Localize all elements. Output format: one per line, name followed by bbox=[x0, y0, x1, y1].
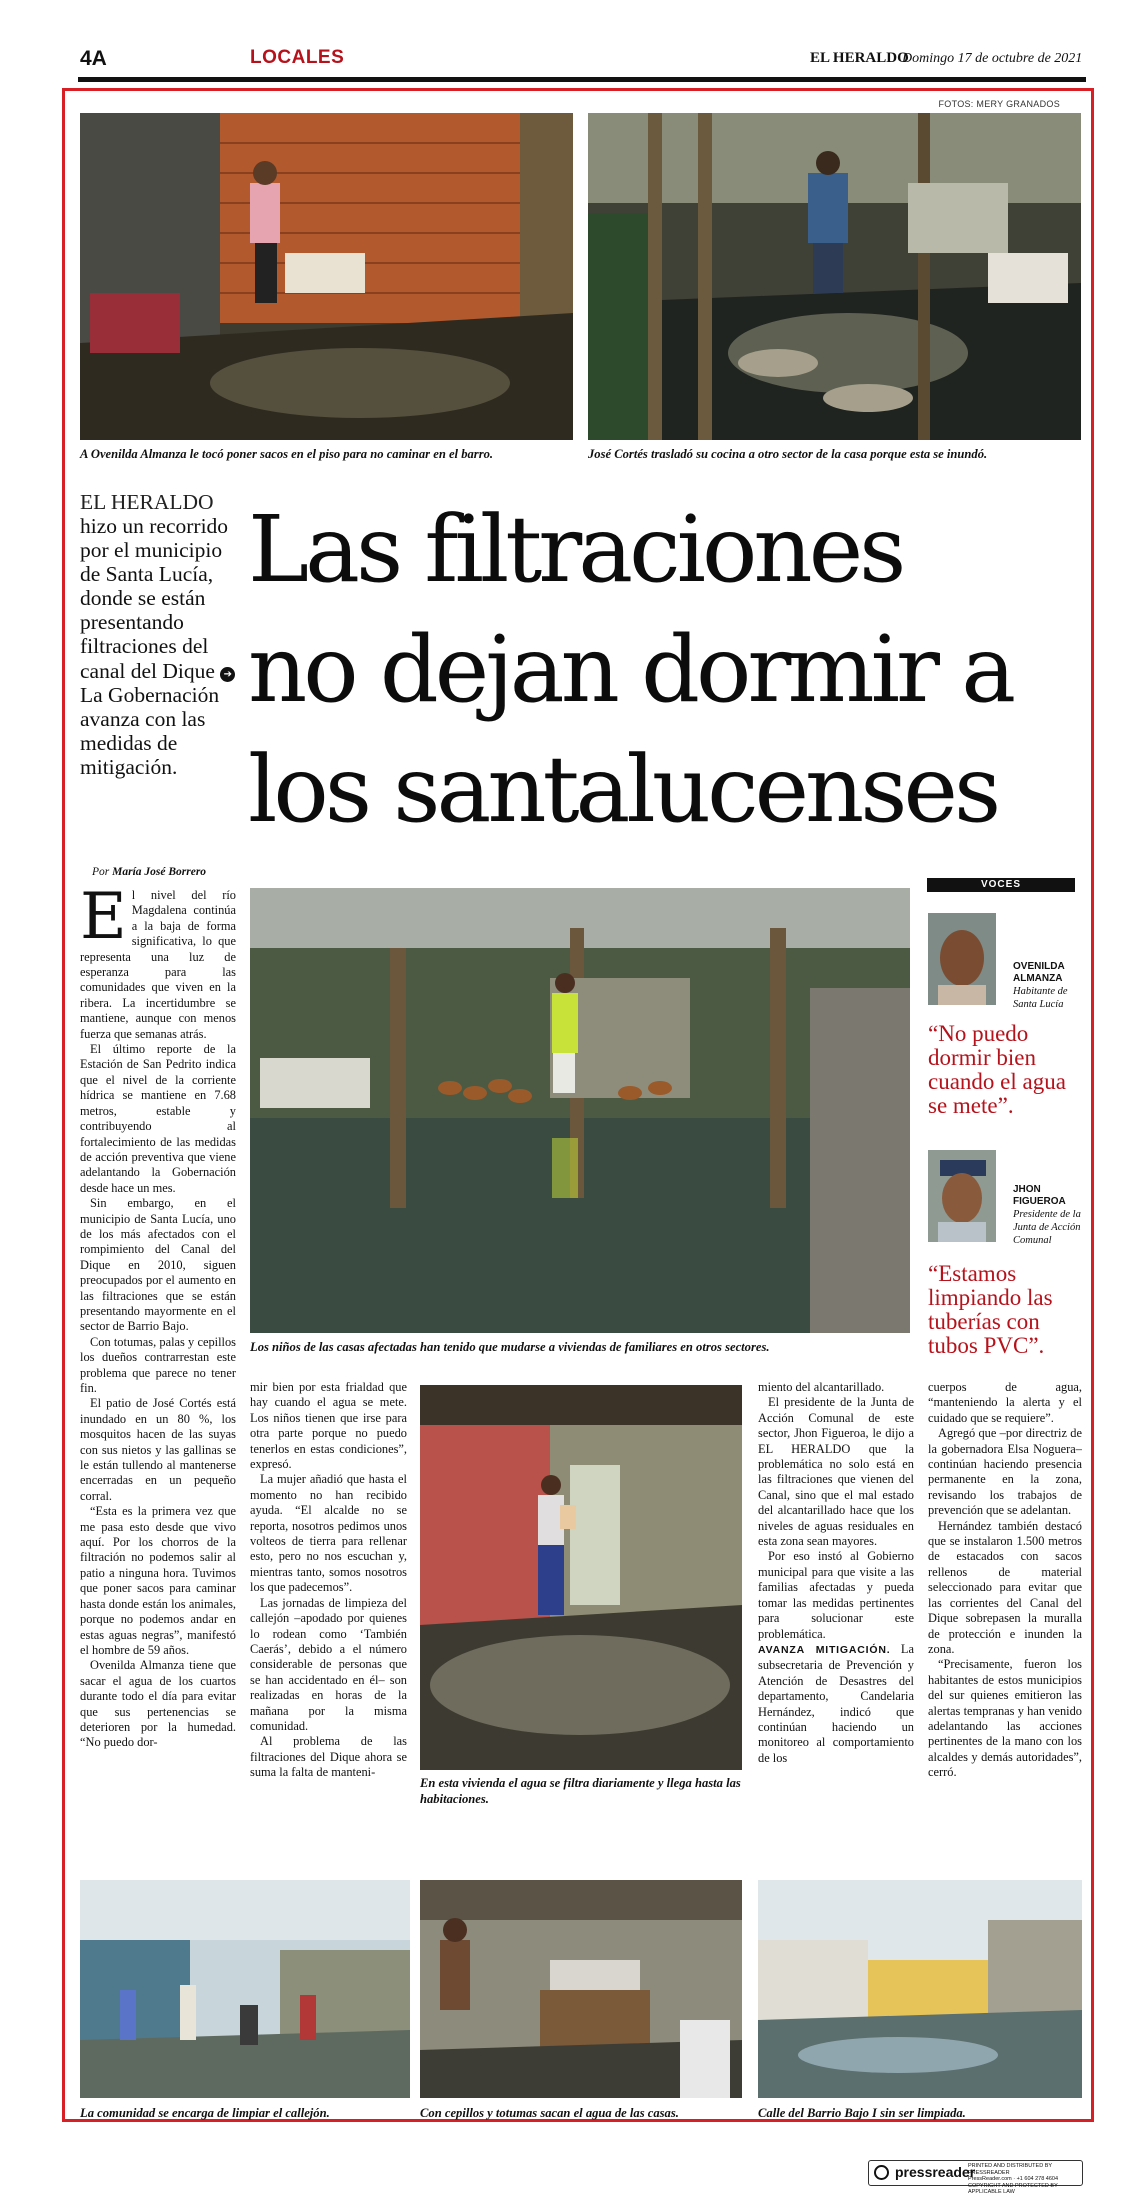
name-line: FIGUEROA bbox=[1013, 1196, 1066, 1207]
issue-date: Domingo 17 de octubre de 2021 bbox=[902, 51, 1083, 66]
article-column-2 bbox=[250, 1380, 407, 1800]
voces-header: VOCES bbox=[927, 878, 1075, 891]
section-title: LOCALES bbox=[250, 47, 345, 68]
voces-role-2: Presidente de la Junta de Acción Comunal bbox=[1013, 1209, 1081, 1246]
headline-line-3: los santalucenses bbox=[248, 736, 998, 843]
caption-jose: José Cortés trasladó su cocina a otro sector de la casa porque esta se inundó. bbox=[588, 447, 988, 461]
voces-name-2 bbox=[1013, 1184, 1066, 1208]
fineprint-line: COPYRIGHT AND PROTECTED BY APPLICABLE LAW bbox=[968, 2182, 1058, 2195]
paragraph bbox=[80, 888, 236, 1042]
photo-house-interior bbox=[420, 1385, 742, 1770]
photo-cleaning-alley bbox=[80, 1880, 410, 2098]
name-line: ALMANZA bbox=[1013, 973, 1063, 984]
pressreader-icon bbox=[874, 2165, 889, 2180]
caption-ovenilda: A Ovenilda Almanza le tocó poner sacos en el piso para no caminar en el barro. bbox=[80, 447, 494, 461]
paragraph: Con totumas, palas y cepillos los dueños contrarrestan este problema que parece no tener fin. bbox=[80, 1334, 236, 1395]
name-line: JHON bbox=[1013, 1184, 1041, 1195]
drop-cap: E bbox=[80, 888, 127, 954]
paragraph: El patio de José Cortés está inundado en un 80 %, los mosquitos hacen de las suyas con sus nietos y las gallinas se le están tullendo al mantenerse encerradas en un pequeño corral. bbox=[80, 1396, 236, 1503]
newspaper-name: EL HERALDO bbox=[810, 50, 909, 66]
quote-ovenilda: “No puedo dormir bien cuando el agua se mete”. bbox=[928, 1021, 1066, 1118]
arrow-right-icon: ➔ bbox=[220, 667, 235, 682]
photo-ovenilda-room bbox=[80, 113, 573, 440]
role-line: Santa Lucía bbox=[1013, 999, 1064, 1010]
byline-prefix: Por bbox=[92, 866, 110, 878]
article-column-4 bbox=[928, 1380, 1082, 1800]
paragraph: “Esta es la primera vez que me pasa esto desde que vivo aquí. Por los chorros de la filtración no podemos salir al patio a ninguna hora. Tuvimos que poner sacos para caminar hasta donde están los animales, porque no podemos andar en estas aguas negras”, manifestó el hombre de 59 años. bbox=[80, 1504, 236, 1657]
headline-line-2: no dejan dormir a bbox=[248, 616, 1013, 723]
paragraph bbox=[758, 1642, 914, 1766]
deck-text-1: hizo un recorrido por el municipio de Santa Lucía, donde se están presentando filtraciones del canal del Dique bbox=[80, 514, 229, 683]
voces-rule bbox=[927, 891, 1075, 892]
avatar-ovenilda bbox=[928, 913, 996, 1005]
paragraph: El presidente de la Junta de Acción Comunal de este sector, Jhon Figueroa, le dijo a EL HERALDO que la problemática no solo está en las filtraciones que vienen del Canal, sino que el mal estado del alcantarillado hace que los niveles de aguas residuales en esta zona sean mayores. bbox=[758, 1395, 914, 1549]
fineprint-line: PRINTED AND DISTRIBUTED BY PRESSREADER bbox=[968, 2163, 1052, 2176]
deck-brand: EL HERALDO bbox=[80, 490, 214, 514]
paragraph-text: La subsecretaria de Prevención y Atención de Desastres del departamento, Candelaria Hernández, indicó que continúan haciendo un monitoreo al comportamiento de los bbox=[758, 1641, 914, 1765]
paragraph: Al problema de las filtraciones del Dique ahora se suma la falta de manteni- bbox=[250, 1734, 407, 1780]
deck-text-2: La Gobernación avanza con las medidas de mitigación. bbox=[80, 682, 220, 779]
article-column-1 bbox=[80, 888, 236, 1848]
avatar-jhon bbox=[928, 1150, 996, 1242]
photo-jose-kitchen bbox=[588, 113, 1081, 440]
paragraph: Las jornadas de limpieza del callejón –apodado por quienes lo rodean como ‘También Caerás’, debido a el número considerable de personas que se han accidentado en él– son realizadas en horas de la mañana por la misma comunidad. bbox=[250, 1595, 407, 1733]
pressreader-wordmark: pressreader bbox=[895, 2164, 976, 2180]
page-number: 4A bbox=[80, 47, 107, 70]
caption-middle-photo: En esta vivienda el agua se filtra diariamente y llega hasta las habitaciones. bbox=[420, 1776, 741, 1806]
subhead-avanza: AVANZA MITIGACIÓN. bbox=[758, 1643, 891, 1656]
photo-credit: FOTOS: MERY GRANADOS bbox=[938, 99, 1060, 109]
paragraph: Por eso instó al Gobierno municipal para que visite a las familias afectadas y pueda tomar las medidas pertinentes para solucionar este problemática. bbox=[758, 1549, 914, 1641]
article-deck bbox=[80, 490, 238, 779]
byline bbox=[92, 866, 206, 878]
voces-name-1 bbox=[1013, 961, 1065, 985]
name-line: OVENILDA bbox=[1013, 961, 1065, 972]
headline-line-1: Las filtraciones bbox=[248, 496, 903, 603]
caption-alley: La comunidad se encarga de limpiar el callejón. bbox=[80, 2106, 330, 2120]
caption-street: Calle del Barrio Bajo I sin ser limpiada. bbox=[758, 2106, 966, 2120]
paragraph: El último reporte de la Estación de San Pedrito indica que el nivel de la corriente hídrica se mantiene en 7.68 metros, estable y contribuyendo al fortalecimiento de las medidas de acción preventiva que viene adelantando la Gobernación desde hace un mes. bbox=[80, 1042, 236, 1195]
article-column-3 bbox=[758, 1380, 914, 1800]
role-line: Habitante de bbox=[1013, 986, 1068, 997]
quote-jhon: “Estamos limpiando las tuberías con tubos PVC”. bbox=[928, 1261, 1053, 1358]
headline bbox=[248, 490, 1088, 850]
paragraph: Ovenilda Almanza tiene que sacar el agua de los cuartos durante todo el día para evitar que sus pertenencias se deterioren por la humedad. “No puedo dor- bbox=[80, 1658, 236, 1750]
paragraph-text: l nivel del río Magdalena continúa a la baja de forma significativa, lo que representa una luz de esperanza para las comunidades que viven en la ribera. La incertidumbre se mantiene, aunque con menos fuerza que semanas atrás. bbox=[80, 888, 236, 1041]
paragraph: Sin embargo, en el municipio de Santa Lucía, uno de los más afectados con el rompimiento del Canal del Dique en 2010, siguen preocupados por el aumento en las filtraciones que se están presentando mayormente en el sector de Barrio Bajo. bbox=[80, 1196, 236, 1334]
voces-role-1 bbox=[1013, 985, 1068, 1011]
photo-scooping-water bbox=[420, 1880, 742, 2098]
paragraph: “Precisamente, fueron los habitantes de estos municipios del sur quienes emitieron las alertas tempranas y han venido adelantando las acciones pertinentes de la mano con los alcaldes y demás autoridades”, cerró. bbox=[928, 1657, 1082, 1780]
photo-flooded-yard bbox=[250, 888, 910, 1333]
paragraph: cuerpos de agua, “manteniendo la alerta y el cuidado que se requiere”. bbox=[928, 1380, 1082, 1425]
byline-author: María José Borrero bbox=[112, 866, 207, 878]
paragraph: Agregó que –por directriz de la gobernadora Elsa Noguera– continúan haciendo presencia permanente en la zona, revisando los trabajos de prevención que se adelantan. bbox=[928, 1426, 1082, 1518]
fineprint-line: PressReader.com · +1 604 278 4604 bbox=[968, 2176, 1059, 2182]
paragraph: miento del alcantarillado. bbox=[758, 1380, 885, 1394]
pressreader-fineprint bbox=[968, 2163, 1080, 2196]
photo-barrio-bajo-street bbox=[758, 1880, 1082, 2098]
paragraph: mir bien por esta frialdad que hay cuando el agua se mete. Los niños tienen que irse para otra parte porque no puedo tenerlos en estas condiciones”, expresó. bbox=[250, 1380, 407, 1472]
paragraph: La mujer añadió que hasta el momento no han recibido ayuda. “El alcalde no se reporta, nosotros pedimos unos volteos de tierra para rellenar esto, pero no nos escuchan y, mientras tanto, somos nosotros los que padecemos”. bbox=[250, 1472, 407, 1595]
caption-scooping: Con cepillos y totumas sacan el agua de las casas. bbox=[420, 2106, 679, 2120]
paragraph: Hernández también destacó que se instalaron 1.500 metros de estacados con sacos rellenos de material seleccionado para evitar que las corrientes del Canal del Dique sobrepasen la muralla de protección e inunden la zona. bbox=[928, 1518, 1082, 1656]
header-rule bbox=[78, 77, 1086, 82]
caption-main-photo: Los niños de las casas afectadas han tenido que mudarse a viviendas de familiares en otros sectores. bbox=[250, 1340, 770, 1354]
